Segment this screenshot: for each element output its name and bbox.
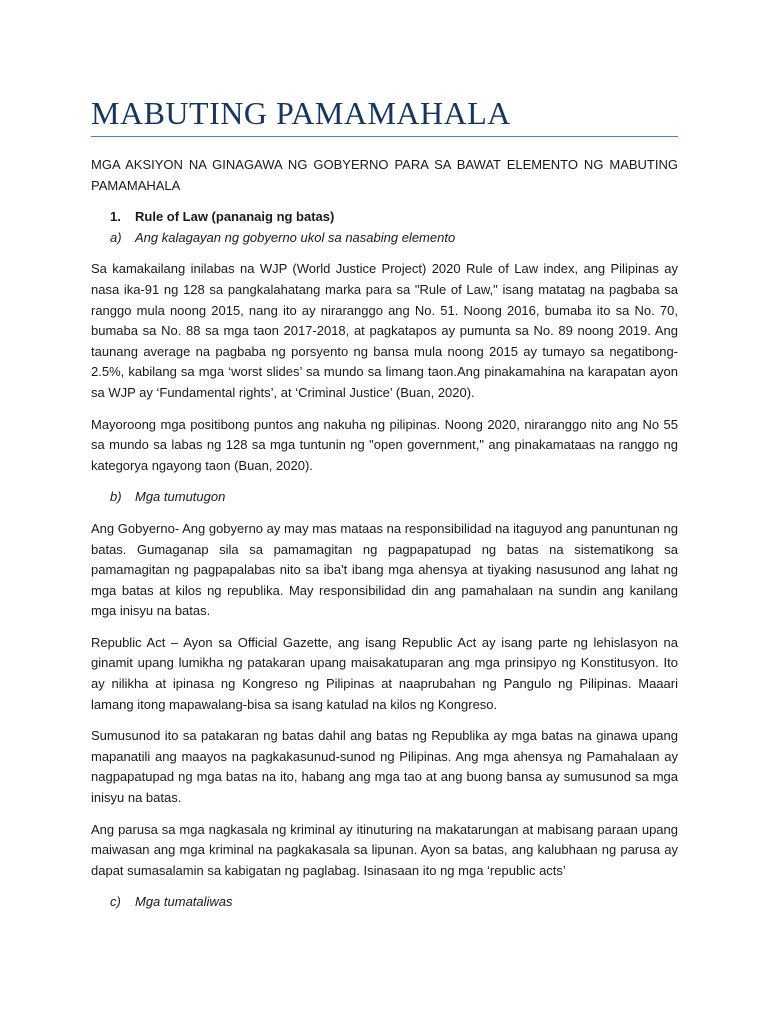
paragraph-2: Mayoroong mga positibong puntos ang nakuha ng pilipinas. Noong 2020, niraranggo nito ang No 55 sa mundo sa labas ng 128 sa mga tuntunin ng "open government," ang pinakamataas na ranggo ng kategorya ngayong taon (Buan, 2020). xyxy=(91,416,678,473)
item-b-text: Mga tumutugon xyxy=(135,489,226,505)
title-underline xyxy=(91,136,678,137)
document-title: MABUTING PAMAMAHALA xyxy=(91,95,511,131)
paragraph-3: Ang Gobyerno- Ang gobyerno ay may mas mataas na responsibilidad na itaguyod ang panuntunan ng batas. Gumaganap sila sa pamamagitan ng pagpapatupad ng batas na sistematikong sa pamamagitan ng pagpapalabas nito sa iba't ibang mga ahensya at tiyaking nasusunod ang lahat ng mga batas at kilos ng republika. May responsibilidad din ang pamahalaan na sundin ang kanilang mga inisyu na batas. xyxy=(91,520,678,619)
item-c-letter: c) xyxy=(110,894,121,910)
section-heading-text: Rule of Law (pananaig ng batas) xyxy=(135,209,335,225)
item-a xyxy=(110,228,678,249)
item-a-letter: a) xyxy=(110,229,122,245)
item-c xyxy=(110,892,678,913)
paragraph-4: Republic Act – Ayon sa Official Gazette, ang isang Republic Act ay isang parte ng lehislasyon na ginamit upang lumikha ng patakaran upang maisakatuparan ang mga prinsipyo ng Konstitusyon. Ito ay nilikha at ipinasa ng Kongreso ng Pilipinas at naaprubahan ng Pangulo ng Pilipinas. Maaari lamang itong mapawalang-bisa sa isang katulad na kilos ng Kongreso. xyxy=(91,634,678,712)
item-b-letter: b) xyxy=(110,489,122,505)
item-c-text: Mga tumataliwas xyxy=(135,894,233,910)
item-a-text: Ang kalagayan ng gobyerno ukol sa nasabing elemento xyxy=(135,229,456,245)
paragraph-5: Sumusunod ito sa patakaran ng batas dahil ang batas ng Republika ay mga batas na ginawa upang mapanatili ang maayos na pagkakasunud-sunod ng Pilipinas. Ang mga ahensya ng Pamahalaan ay nagpapatupad ng mga batas na ito, habang ang mga tao at ang buong bansa ay sumusunod sa mga inisyu na batas. xyxy=(91,728,678,806)
document-subtitle: MGA AKSIYON NA GINAGAWA NG GOBYERNO PARA SA BAWAT ELEMENTO NG MABUTING PAMAMAHALA xyxy=(91,157,678,193)
section-number: 1. xyxy=(110,209,121,225)
item-b xyxy=(110,487,678,508)
document-body xyxy=(91,155,678,913)
paragraph-6: Ang parusa sa mga nagkasala ng kriminal ay itinuturing na makatarungan at mabisang paraan upang maiwasan ang mga kriminal na pagkakasala sa lipunan. Ayon sa batas, ang kalubhaan ng parusa ay dapat sumasalamin sa kabigatan ng paglabag. Isinasaan ito ng mga ‘republic acts’ xyxy=(91,821,678,878)
section-heading-rule-of-law xyxy=(110,207,678,228)
paragraph-1: Sa kamakailang inilabas na WJP (World Justice Project) 2020 Rule of Law index, ang Pilipinas ay nasa ika-91 ng 128 sa pangkalahatang marka para sa "Rule of Law," isang matatag na pagbaba sa ranggo mula noong 2015, nang ito ay niraranggo ang No. 51. Noong 2016, bumaba ito sa No. 70, bumaba sa No. 88 sa mga taon 2017-2018, at pagkatapos ay pumunta sa No. 89 noong 2019. Ang taunang average na pagbaba ng porsyento ng bansa mula noong 2015 ay tumayo sa negatibong-2.5%, kabilang sa mga ‘worst slides’ sa mundo sa limang taon.Ang pinakamahina na karapatan ayon sa WJP ay ‘Fundamental rights’, at ‘Criminal Justice’ (Buan, 2020). xyxy=(91,261,678,400)
